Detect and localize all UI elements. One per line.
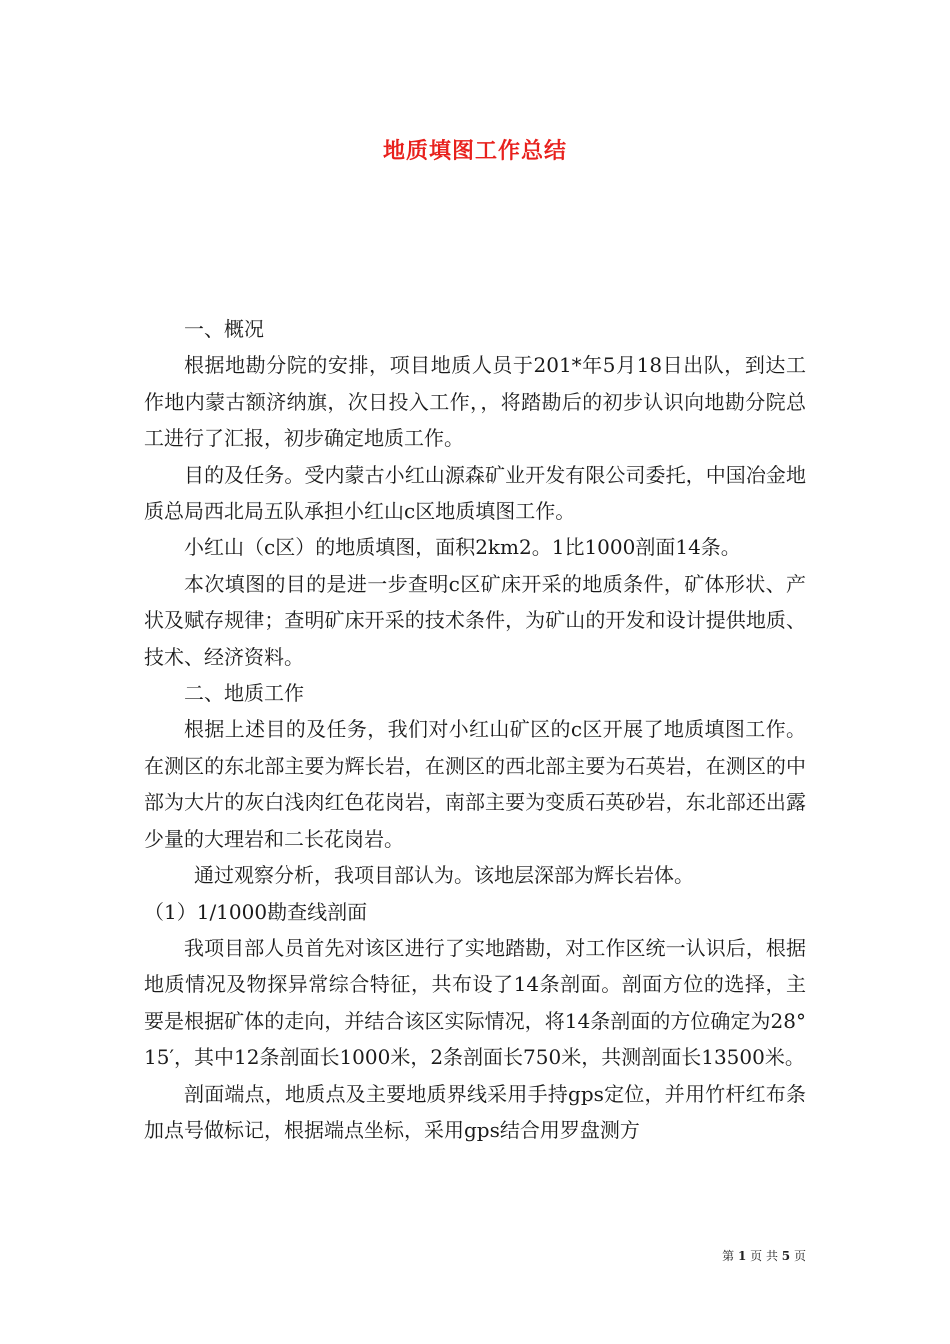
document-title: 地质填图工作总结 (382, 139, 567, 164)
paragraph: 小红山（c区）的地质填图，面积2km2。1比1000剖面14条。 (184, 535, 741, 560)
footer-middle: 页 共 (750, 1249, 778, 1263)
footer-prefix: 第 (722, 1249, 735, 1263)
paragraph: 剖面端点，地质点及主要地质界线采用手持gps定位，并用竹杆红布条加点号做标记，根据端点坐标，采用gps结合用罗盘测方 (144, 1081, 806, 1142)
section-heading-overview: 一、概况 (184, 317, 264, 341)
paragraph: 根据地勘分院的安排，项目地质人员于201*年5月18日出队，到达工作地内蒙古额济纳旗，次日投入工作，，将踏勘后的初步认识向地勘分院总工进行了汇报，初步确定地质工作。 (144, 353, 806, 451)
paragraph: 我项目部人员首先对该区进行了实地踏勘，对工作区统一认识后，根据地质情况及物探异常综合特征，共布设了14条剖面。剖面方位的选择，主要是根据矿体的走向，并结合该区实际情况，将14条剖面的方位确定为28° 15′，其中12条剖面长1000米，2条剖面长750米，共测剖面长13500米。 (144, 935, 806, 1070)
page-number-footer (722, 1247, 806, 1264)
paragraph: 目的及任务。受内蒙古小红山源森矿业开发有限公司委托，中国冶金地质总局西北局五队承担小红山c区地质填图工作。 (144, 462, 806, 524)
paragraph: 本次填图的目的是进一步查明c区矿床开采的地质条件，矿体形状、产状及赋存规律；查明矿床开采的技术条件，为矿山的开发和设计提供地质、技术、经济资料。 (144, 571, 806, 669)
total-page-number: 5 (781, 1249, 791, 1263)
section-heading-geology-work: 二、地质工作 (184, 681, 304, 706)
paragraph: 根据上述目的及任务，我们对小红山矿区的c区开展了地质填图工作。在测区的东北部主要为辉长岩，在测区的西北部主要为石英岩，在测区的中部为大片的灰白浅肉红色花岗岩，南部主要为变质石英砂岩，东北部还出露少量的大理岩和二长花岗岩。 (144, 717, 806, 851)
footer-suffix: 页 (793, 1249, 806, 1263)
paragraph: 通过观察分析，我项目部认为。该地层深部为辉长岩体。 (194, 863, 694, 888)
current-page-number: 1 (737, 1249, 747, 1263)
document-body (144, 311, 806, 1148)
subsection-heading-profile: （1）1/1000勘查线剖面 (144, 899, 368, 924)
